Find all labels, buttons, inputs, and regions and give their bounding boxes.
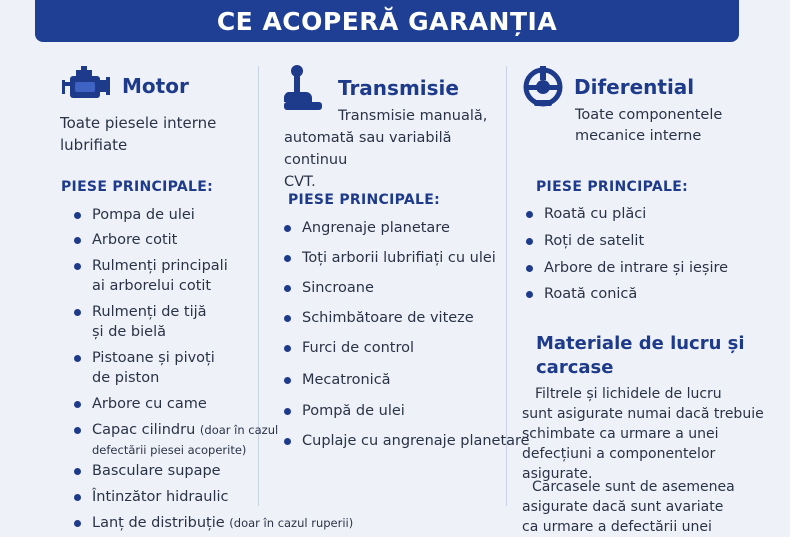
materials-title-line: carcase xyxy=(536,357,614,378)
list-item: Schimbătoare de viteze xyxy=(284,308,474,328)
list-item: Lanț de distribuție (doar în cazul ruperii) xyxy=(74,513,353,533)
list-item: Arbore cotit xyxy=(74,230,177,250)
list-item: Angrenaje planetare xyxy=(284,218,450,238)
list-item: Roată conică xyxy=(526,284,637,304)
list-item: Întinzător hidraulic xyxy=(74,487,228,507)
transmisie-subheading: PIESE PRINCIPALE: xyxy=(288,192,440,208)
header-banner xyxy=(35,0,739,42)
list-item: Arbore de intrare și ieșire xyxy=(526,258,728,278)
transmisie-description xyxy=(284,105,502,193)
list-item: Mecatronică xyxy=(284,370,391,390)
transmisie-desc-line: automată sau variabilă continuu xyxy=(284,130,452,168)
list-item: Toți arborii lubrifiați cu ulei xyxy=(284,248,496,268)
materials-text-line: schimbate ca urmare a unei xyxy=(522,426,719,442)
transmisie-title: Transmisie xyxy=(338,76,459,100)
diferential-description xyxy=(575,105,775,147)
materials-text-line: Carcasele sunt de asemenea xyxy=(532,479,735,495)
list-item: Pistoane și pivoți de piston xyxy=(74,348,215,388)
list-item: Rulmenți principali ai arborelui cotit xyxy=(74,256,228,296)
materials-title-line: Materiale de lucru și xyxy=(536,333,745,354)
transmisie-desc-line: CVT. xyxy=(284,174,316,190)
list-item: Furci de control xyxy=(284,338,414,358)
diferential-desc-line: mecanice interne xyxy=(575,128,702,144)
diferential-desc-line: Toate componentele xyxy=(575,107,723,123)
list-item: Arbore cu came xyxy=(74,394,207,414)
list-item: Roți de satelit xyxy=(526,231,644,251)
engine-icon xyxy=(60,66,112,106)
materials-paragraph-2 xyxy=(522,477,784,537)
list-item: Pompă de ulei xyxy=(284,401,405,421)
diferential-subheading: PIESE PRINCIPALE: xyxy=(536,179,688,195)
materials-title xyxy=(536,332,745,380)
list-item: Roată cu plăci xyxy=(526,204,646,224)
list-item: Basculare supape xyxy=(74,461,221,481)
list-item: Pompa de ulei xyxy=(74,205,195,225)
page-title: CE ACOPERĂ GARANȚIA xyxy=(216,6,558,36)
list-item: Capac cilindru (doar în cazul defectării piesei acoperite) xyxy=(74,420,278,460)
motor-title: Motor xyxy=(122,74,189,98)
list-item: Cuplaje cu angrenaje planetare xyxy=(284,431,530,451)
list-item: Rulmenți de tijă și de bielă xyxy=(74,302,207,342)
transmisie-column xyxy=(284,64,530,527)
materials-paragraph-1 xyxy=(522,384,784,484)
materials-text-line: defecțiuni a componentelor asigurate. xyxy=(522,446,716,482)
differential-icon xyxy=(522,66,564,108)
list-item: Sincroane xyxy=(284,278,374,298)
diferential-header xyxy=(522,66,694,108)
transmisie-desc-line: Transmisie manuală, xyxy=(338,108,488,124)
motor-desc-line: Toate piesele interne xyxy=(60,114,217,132)
materials-text-line: ca urmare a defectării unei xyxy=(522,519,712,535)
materials-text-line: sunt asigurate numai dacă trebuie xyxy=(522,406,764,422)
motor-desc-line: lubrifiate xyxy=(60,136,128,154)
materials-text-line: Filtrele și lichidele de lucru xyxy=(535,386,722,402)
materials-text-line: asigurate dacă sunt avariate xyxy=(522,499,724,515)
motor-description xyxy=(60,112,255,156)
diferential-title: Diferential xyxy=(574,75,695,99)
diferential-column xyxy=(522,64,784,535)
motor-header xyxy=(60,66,189,106)
motor-subheading: PIESE PRINCIPALE: xyxy=(61,179,213,195)
